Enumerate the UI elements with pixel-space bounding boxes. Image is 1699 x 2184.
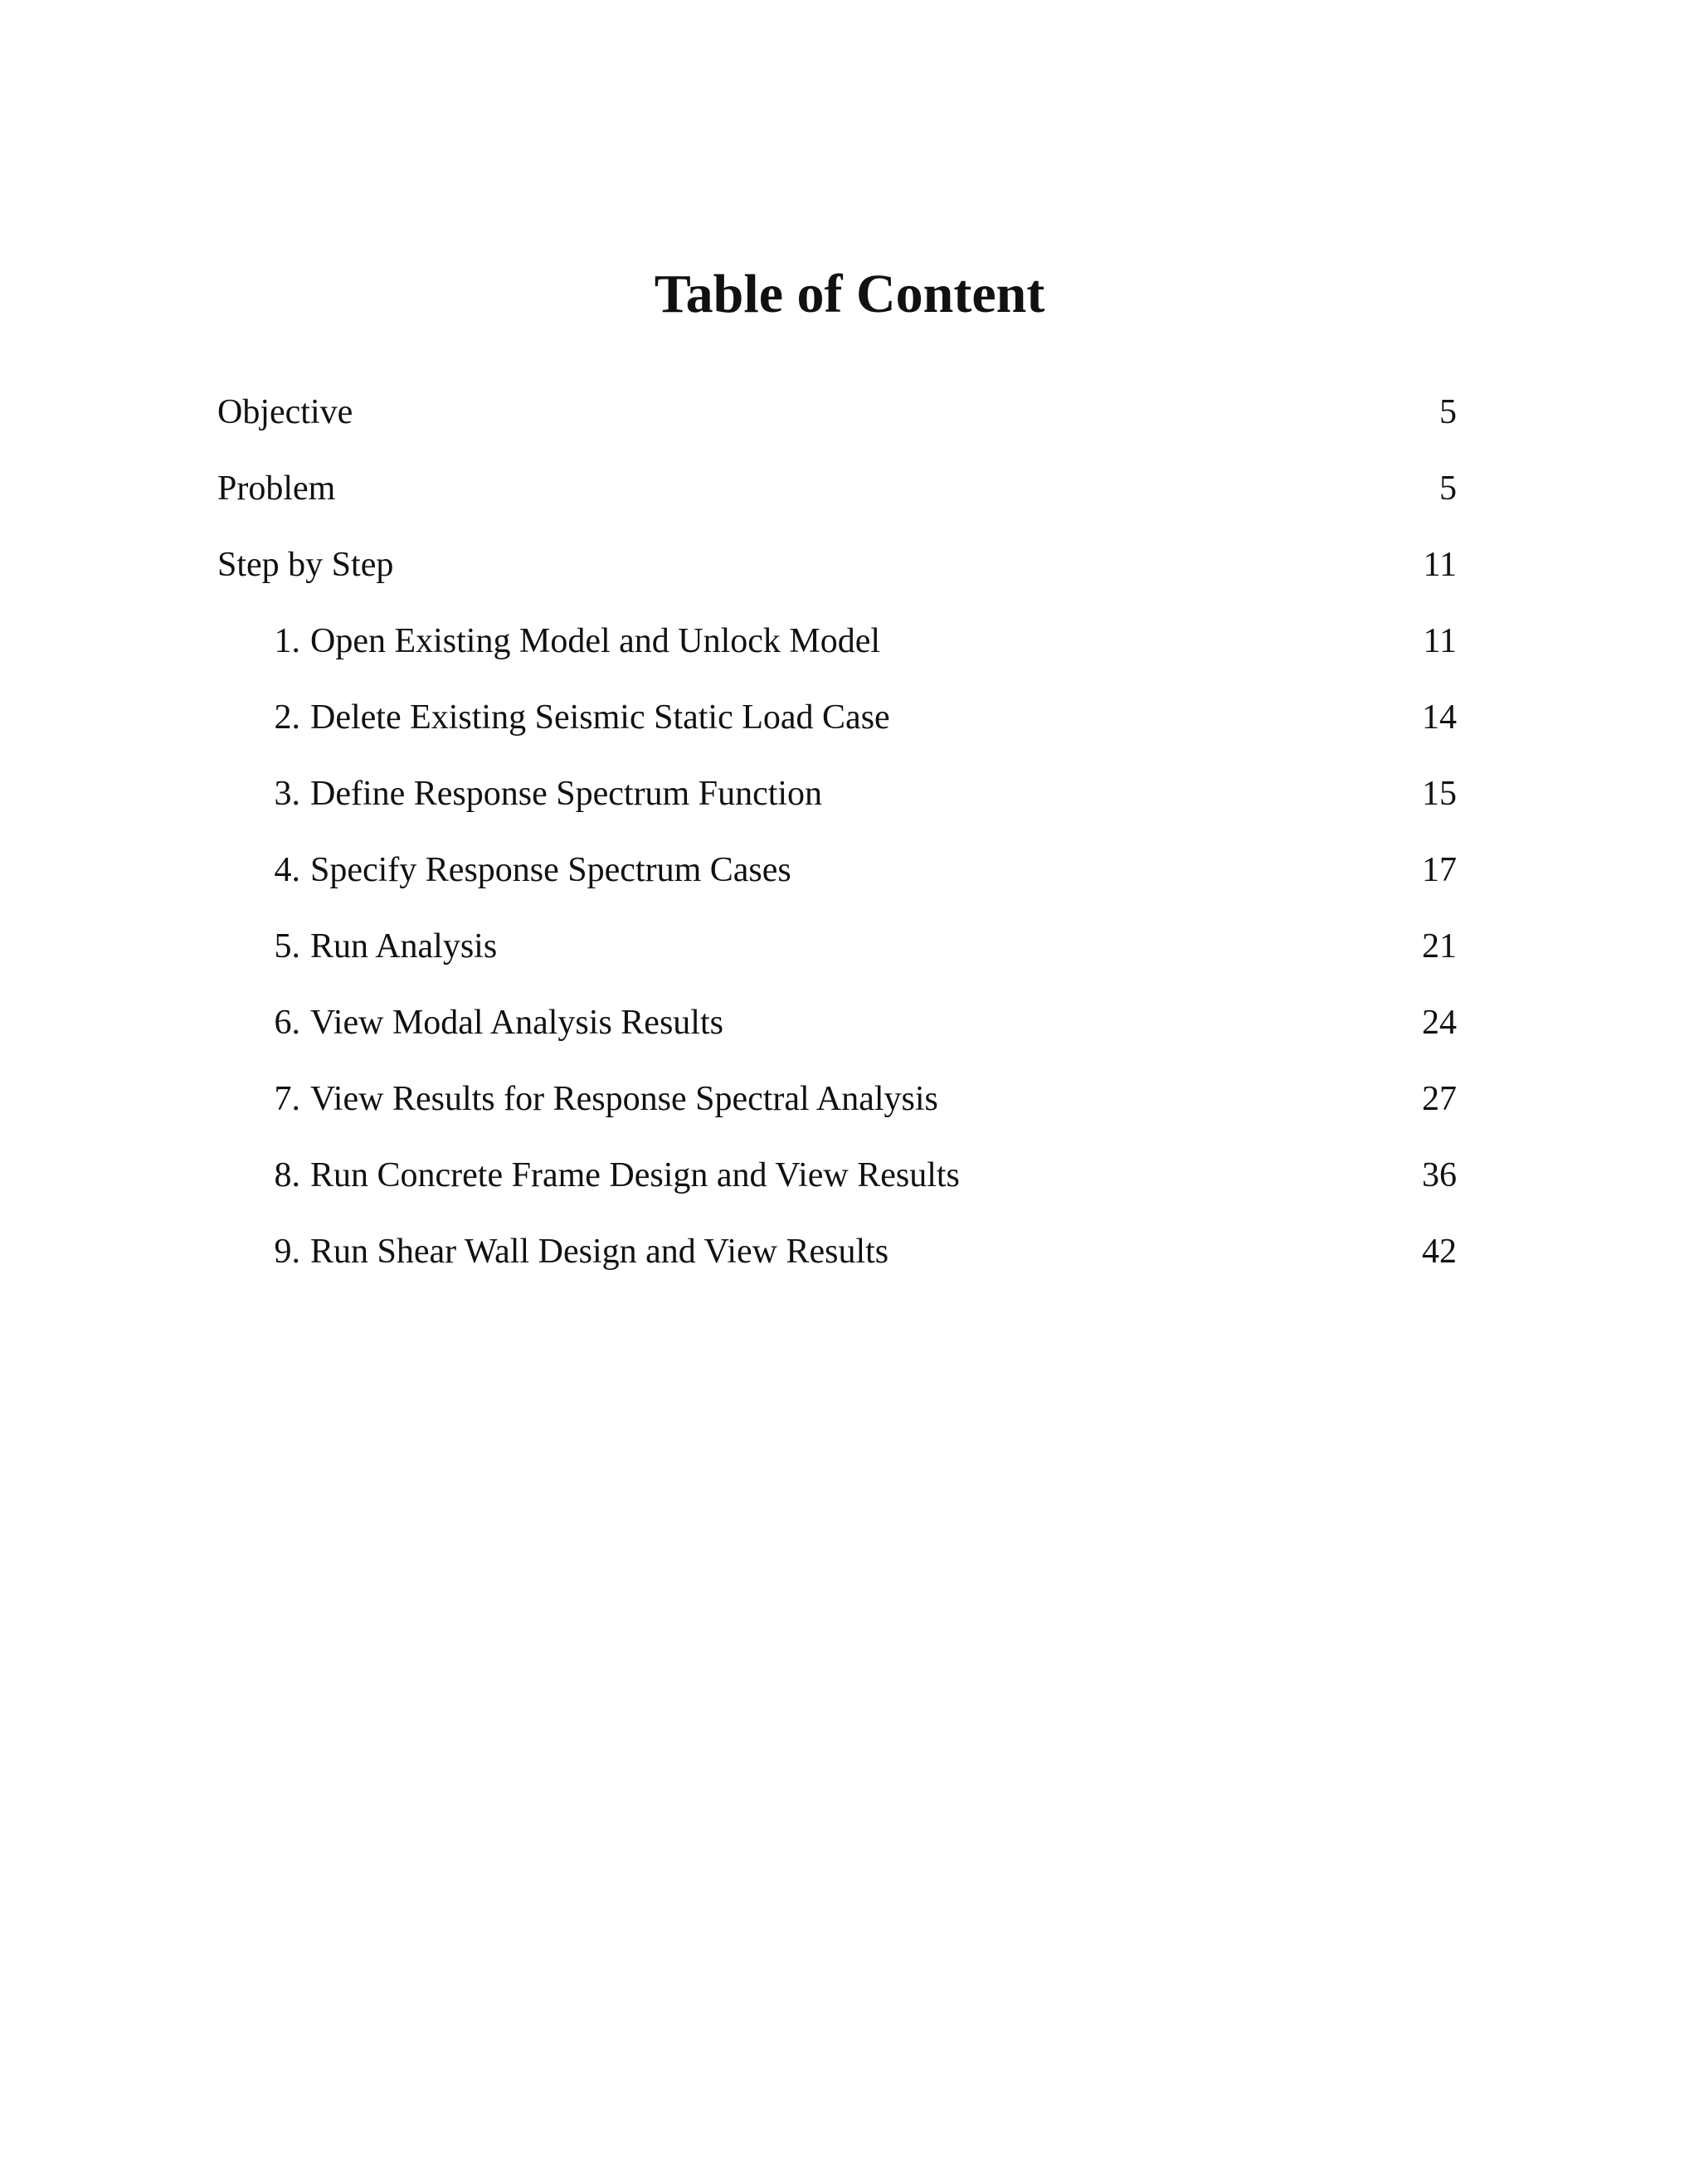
- toc-step-9[interactable]: [217, 1223, 1457, 1299]
- toc-step-page: 36: [1422, 1156, 1457, 1194]
- toc-step-label: View Results for Response Spectral Analysis: [310, 1080, 938, 1118]
- toc-step-number: 5.: [274, 927, 300, 966]
- toc-step-2[interactable]: [217, 688, 1457, 765]
- toc-step-label: Delete Existing Seismic Static Load Case: [310, 698, 890, 737]
- toc-step-page: 27: [1422, 1080, 1457, 1118]
- toc-step-page: 24: [1422, 1004, 1457, 1042]
- toc-step-6[interactable]: [217, 994, 1457, 1070]
- toc-step-8[interactable]: [217, 1146, 1457, 1223]
- toc-step-number: 4.: [274, 851, 300, 889]
- toc-step-page: 42: [1422, 1233, 1457, 1271]
- toc-step-number: 1.: [274, 622, 300, 660]
- toc-step-page: 15: [1422, 775, 1457, 813]
- table-of-contents: [217, 383, 1457, 1299]
- toc-step-5[interactable]: [217, 917, 1457, 994]
- toc-step-3[interactable]: [217, 765, 1457, 841]
- toc-step-label: Run Shear Wall Design and View Results: [310, 1233, 889, 1271]
- toc-step-page: 11: [1423, 622, 1457, 660]
- toc-step-label: Define Response Spectrum Function: [310, 775, 823, 813]
- toc-step-page: 21: [1422, 927, 1457, 966]
- toc-entry-problem[interactable]: [217, 460, 1457, 536]
- toc-entry-page: 11: [1423, 546, 1457, 584]
- toc-step-page: 14: [1422, 698, 1457, 737]
- toc-step-number: 7.: [274, 1080, 300, 1118]
- toc-entry-label: Problem: [217, 469, 336, 508]
- toc-entry-step-by-step[interactable]: [217, 536, 1457, 612]
- toc-entry-page: 5: [1439, 393, 1457, 431]
- toc-entry-objective[interactable]: [217, 383, 1457, 460]
- toc-step-number: 3.: [274, 775, 300, 813]
- page-title: Table of Content: [654, 264, 1045, 324]
- toc-step-number: 6.: [274, 1004, 300, 1042]
- toc-entry-page: 5: [1439, 469, 1457, 508]
- toc-step-number: 8.: [274, 1156, 300, 1194]
- toc-step-7[interactable]: [217, 1070, 1457, 1146]
- toc-step-label: View Modal Analysis Results: [310, 1004, 723, 1042]
- toc-step-1[interactable]: [217, 612, 1457, 688]
- toc-step-label: Specify Response Spectrum Cases: [310, 851, 791, 889]
- toc-step-page: 17: [1422, 851, 1457, 889]
- toc-step-label: Run Analysis: [310, 927, 498, 966]
- toc-step-4[interactable]: [217, 841, 1457, 917]
- toc-step-label: Run Concrete Frame Design and View Results: [310, 1156, 960, 1194]
- toc-step-number: 9.: [274, 1233, 300, 1271]
- toc-entry-label: Objective: [217, 393, 353, 431]
- toc-step-number: 2.: [274, 698, 300, 737]
- toc-entry-label: Step by Step: [217, 546, 394, 584]
- toc-step-label: Open Existing Model and Unlock Model: [310, 622, 881, 660]
